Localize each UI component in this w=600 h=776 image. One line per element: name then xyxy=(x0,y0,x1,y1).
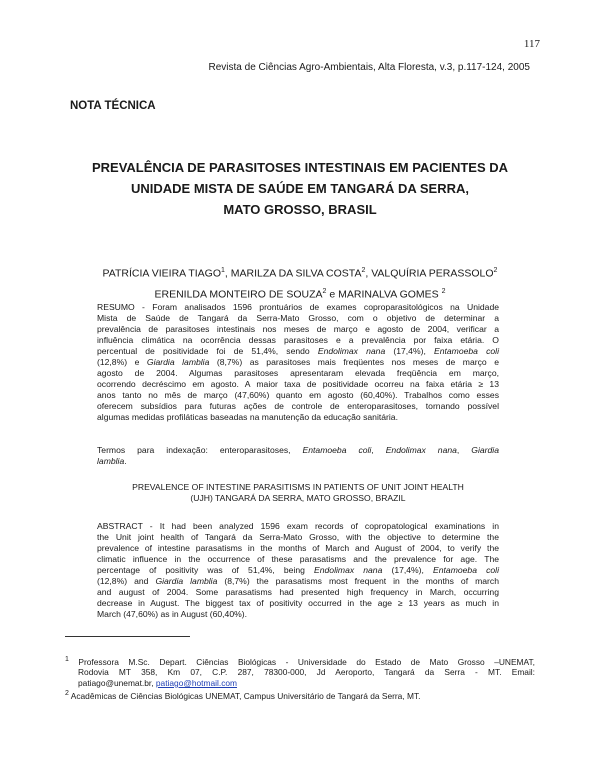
affiliation-mark: 2 xyxy=(361,267,366,274)
text-line xyxy=(97,576,499,587)
text-run: , xyxy=(456,445,472,455)
footnote-line xyxy=(65,655,535,667)
text-line: prevalence of intestine parasatisms in the months of March and August of 2004, to verify the xyxy=(97,543,499,553)
text-line: influência climática na ocorrência dessas parasitoses e a prevalência por faixa etária. O xyxy=(97,335,499,345)
text-run: , xyxy=(371,445,386,455)
text-line: prevalência de parasitoses intestinais nos meses de março e agosto de 2004, verificar a xyxy=(97,324,499,334)
footnote-divider xyxy=(65,636,190,637)
text-run: (17,4%), xyxy=(382,565,434,575)
index-terms xyxy=(97,445,499,467)
text-line: algumas medidas profiláticas baseadas na manutenção da educação sanitária. xyxy=(97,412,398,422)
footnote-mark: 2 xyxy=(65,689,69,697)
journal-citation: Revista de Ciências Agro-Ambientais, Alta Floresta, v.3, p.117-124, 2005 xyxy=(208,62,530,73)
affiliation-mark: 2 xyxy=(322,287,327,295)
text-run: (12,8%) e xyxy=(97,357,147,367)
author-name: , MARILZA DA SILVA COSTA xyxy=(224,267,362,280)
english-title xyxy=(97,482,499,504)
species-name: Endolimax nana xyxy=(317,346,386,356)
author-name: , VALQUÍRIA PERASSOLO xyxy=(365,267,494,280)
text-run: (8,7%) the parasatisms most frequent in the months of march xyxy=(217,576,499,586)
author-name: PATRÍCIA VIEIRA TIAGO xyxy=(102,267,221,280)
text-run: (8,7%) as parasitoses mais freqüentes nos meses de março e xyxy=(209,357,499,367)
text-line: climatic influence in the occurrence of these parasatisms and the prevalence for age. The xyxy=(97,554,499,564)
author-line xyxy=(60,283,540,304)
title-line: UNIDADE MISTA DE SAÚDE EM TANGARÁ DA SERRA, xyxy=(130,181,469,196)
text-line: ocorrendo decréscimo em agosto. A maior taxa de positividade ocorreu na faixa etária ≥ 13 xyxy=(97,379,499,389)
text-line: agosto de 2004. Algumas parasitoses apresentaram elevada freqüência em março, xyxy=(97,368,499,378)
text-line: and august of 2004. Some parasatisms had presented high frequency in March, occurring xyxy=(97,587,499,597)
abstract-paragraph xyxy=(97,521,499,620)
text-line: decrease in August. The biggest tax of positivity occurred in the age ≥ 13 years as much in xyxy=(97,598,499,608)
author-name: ERENILDA MONTEIRO DE SOUZA xyxy=(154,288,323,300)
affiliation-mark: 2 xyxy=(493,267,498,274)
text-line xyxy=(97,445,499,456)
resumo-paragraph xyxy=(97,302,499,423)
footnote-line: Rodovia MT 358, Km 07, C.P. 287, 78300-000, Jd Aeroporto, Tangará da Serra - MT. Email: xyxy=(78,667,535,678)
author-line xyxy=(60,262,540,283)
page-number: 117 xyxy=(523,38,540,50)
text-run: patiago@unemat.br, xyxy=(78,677,156,688)
text-run: Acadêmicas de Ciências Biológicas UNEMAT, Campus Universitário de Tangará da Serra, MT. xyxy=(68,690,421,701)
text-run: (17,4%), xyxy=(385,346,434,356)
title-line: PREVALÊNCIA DE PARASITOSES INTESTINAIS EM PACIENTES DA xyxy=(91,160,509,175)
author-list xyxy=(60,262,540,303)
text-line xyxy=(97,357,499,368)
text-run: Professora M.Sc. Depart. Ciências Biológicas - Universidade do Estado de Mato Grosso –UNEMAT, xyxy=(68,656,535,667)
email-link[interactable]: patiago@hotmail.com xyxy=(155,677,238,688)
text-line: ABSTRACT - It had been analyzed 1596 exam records of copropatological examinations in xyxy=(97,521,499,531)
title-line: (UJH) TANGARÁ DA SERRA, MATO GROSSO, BRAZIL xyxy=(190,493,406,503)
text-run: . xyxy=(124,456,127,466)
section-label: NOTA TÉCNICA xyxy=(70,100,156,112)
title-line: PREVALENCE OF INTESTINE PARASITISMS IN PATIENTS OF UNIT JOINT HEALTH xyxy=(132,482,464,492)
species-name: Giardia xyxy=(471,445,499,455)
text-line: RESUMO - Foram analisados 1596 prontuários de exames coproparasitológicos na Unidade xyxy=(97,302,499,312)
species-name: Entamoeba coli xyxy=(433,565,499,575)
text-run: percentage of positivity was of 51,4%, being xyxy=(97,565,315,575)
species-name: Endolimax nana xyxy=(314,565,383,575)
species-name: Giardia lamblia xyxy=(146,357,210,367)
text-line: March (47,60%) as in August (60,40%). xyxy=(97,609,247,619)
affiliation-mark: 1 xyxy=(221,267,225,274)
footnote-mark: 1 xyxy=(65,656,69,663)
species-name: Endolimax nana xyxy=(385,445,457,455)
title-line: MATO GROSSO, BRASIL xyxy=(223,202,377,217)
footnotes xyxy=(65,655,535,701)
footnote-line xyxy=(65,689,535,701)
text-run: percentual de positividade foi de 51,4%, sendo xyxy=(97,346,318,356)
species-name: lamblia xyxy=(97,456,125,466)
text-line xyxy=(97,565,499,576)
text-line: oferecem subsídios para futuras ações de controle de enteroparasitoses, tornando possível xyxy=(97,401,499,411)
species-name: Giardia lamblia xyxy=(155,576,218,586)
species-name: Entamoeba coli xyxy=(302,445,372,455)
text-line: the Unit joint health of Tangará da Serra-Mato Grosso, with the objective to determine the xyxy=(97,532,499,542)
species-name: Entamoeba coli xyxy=(434,346,499,356)
affiliation-mark: 2 xyxy=(441,287,446,295)
text-line xyxy=(97,456,499,467)
text-run: Termos para indexação: enteroparasitoses, xyxy=(97,445,303,455)
footnote-line xyxy=(65,678,535,689)
author-name: e MARINALVA GOMES xyxy=(326,288,442,300)
text-run: (12,8%) and xyxy=(97,576,156,586)
text-line: anos tanto no mês de março (47,60%) quanto em agosto (60,40%). Trabalhos como esses xyxy=(97,390,499,400)
text-line xyxy=(97,346,499,357)
text-line: Mista de Saúde de Tangará da Serra-Mato Grosso, com o objetivo de determinar a xyxy=(97,313,499,323)
article-title xyxy=(70,157,530,220)
